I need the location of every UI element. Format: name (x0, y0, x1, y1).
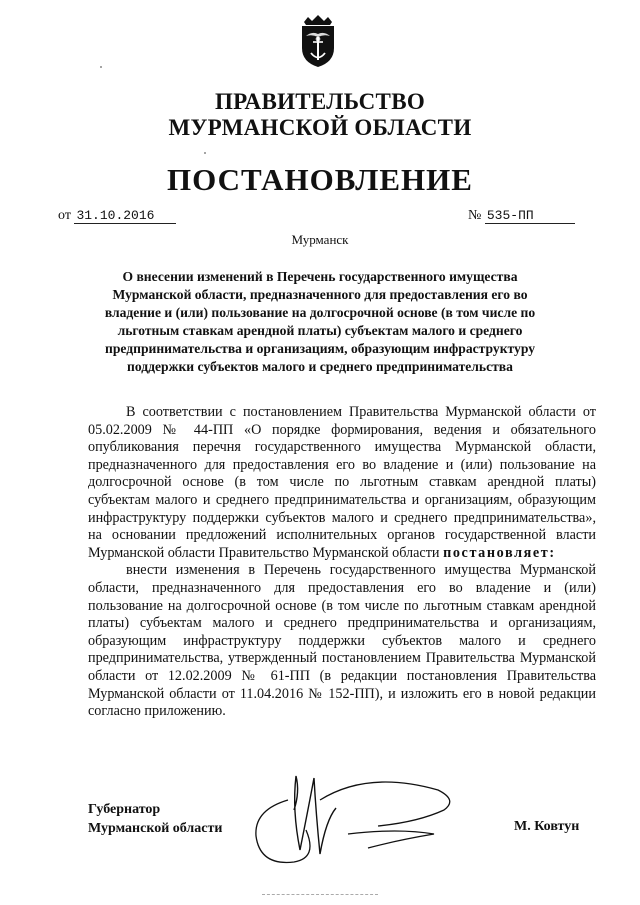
document-subject: О внесении изменений в Перечень государственного имущества Мурманской области, предназначенного для предоставления его во владение и (или) пользование на долгосрочной основе (в том числе по льготным ставкам арендной платы) субъектам малого и среднего предпринимательства и организациям, образующим инфраструктуру поддержки субъектов малого и среднего предпринимательства (104, 269, 536, 374)
date-prefix: от (58, 208, 71, 223)
scan-speck (100, 66, 102, 68)
document-body (88, 404, 596, 721)
signatory-name: М. Ковтун (514, 819, 580, 834)
body-paragraph-1 (88, 404, 596, 562)
signatory-position-line1: Губернатор (88, 802, 161, 817)
number-field (468, 208, 575, 224)
document-type-title: ПОСТАНОВЛЕНИЕ (167, 162, 473, 197)
city-name: Мурманск (291, 232, 349, 247)
government-name-line2: МУРМАНСКОЙ ОБЛАСТИ (168, 115, 472, 140)
body-paragraph-2: внести изменения в Перечень государственного имущества Мурманской области, предназначенного для предоставления его во владение и (или) пользование на долгосрочной основе (в том числе по льготным ставкам арендной платы) субъектам малого и среднего предпринимательства и организациям, образующим инфраструктуру поддержки субъектов малого и среднего предпринимательства, утвержденный постановлением Правительства Мурманской области от 12.02.2009 № 61-ПП (в редакции постановления Правительства Мурманской области от 11.04.2016 № 152-ПП), и изложить его в новой редакции согласно приложению. (88, 562, 596, 720)
government-name-line1: ПРАВИТЕЛЬСТВО (214, 89, 426, 114)
signatory-position (88, 800, 222, 838)
number-value: 535-ПП (485, 208, 575, 224)
coat-of-arms-icon (296, 12, 340, 68)
number-prefix: № (468, 208, 482, 223)
scan-speck (204, 152, 206, 154)
decree-keyword: постановляет: (443, 544, 556, 561)
date-value: 31.10.2016 (74, 208, 176, 224)
handwritten-signature (248, 770, 468, 880)
page-edge-mark (262, 894, 378, 896)
signatory-position-line2: Мурманской области (88, 821, 223, 836)
body-paragraph-1-text: В соответствии с постановлением Правительства Мурманской области от 05.02.2009 № 44-ПП «О порядке формирования, ведения и обязательного опубликования перечня государственного имущества Мурманской области, предназначенного для предоставления его во владение и (или) пользование на долгосрочной основе (в том числе по льготным ставкам арендной платы) субъектам малого и среднего предпринимательства и организациям, образующим инфраструктуру поддержки субъектов малого и среднего предпринимательства», на основании предложений исполнительных органов государственной власти Мурманской области Правительство Мурманской области (88, 404, 596, 561)
date-field (58, 208, 176, 224)
